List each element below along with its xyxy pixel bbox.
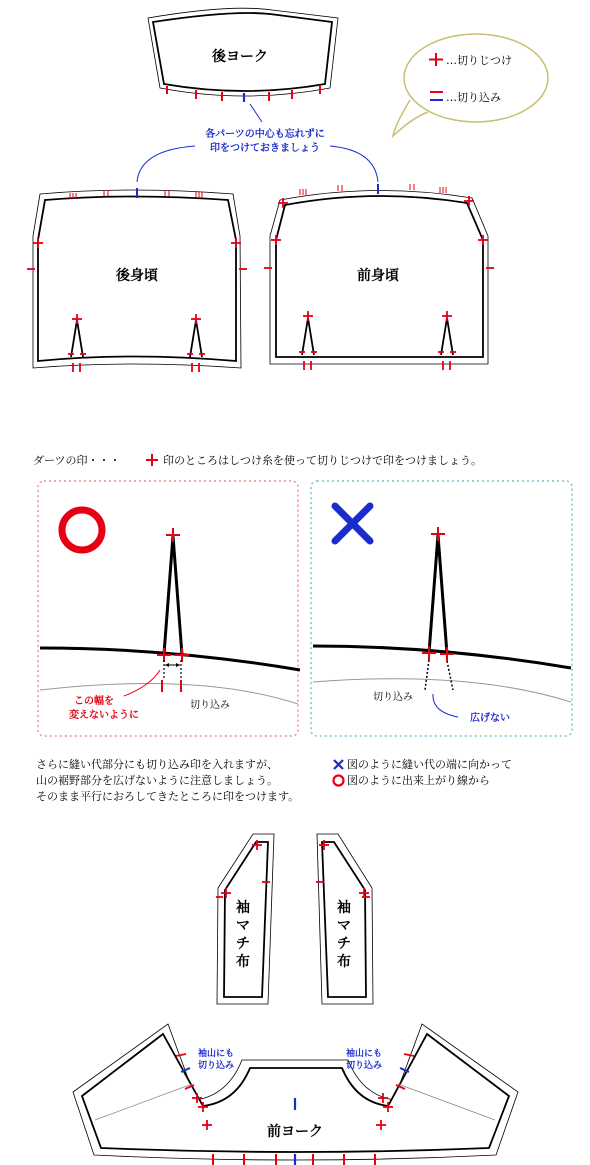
callout-leader-back bbox=[137, 146, 195, 182]
dart-intro-prefix: ダーツの印・・・ bbox=[33, 454, 121, 467]
dart-intro-suffix: 印のところはしつけ糸を使って切りじつけで印をつけましょう。 bbox=[163, 454, 482, 467]
back-body-piece bbox=[27, 188, 247, 372]
gusset-right-char-4: 布 bbox=[337, 954, 351, 970]
gusset-left-char-3: チ bbox=[236, 936, 250, 952]
good-example-panel bbox=[38, 481, 300, 736]
note-bad-text: 図のように縫い代の端に向かって bbox=[347, 758, 512, 771]
gusset-right-char-1: 袖 bbox=[337, 900, 351, 916]
legend-notch-label: …切り込み bbox=[446, 91, 501, 104]
gusset-right-char-3: チ bbox=[337, 936, 351, 952]
dart-notes bbox=[36, 757, 512, 803]
note-good-text: 図のように出来上がり線から bbox=[347, 774, 490, 787]
section-pattern-pieces bbox=[27, 8, 548, 372]
back-yoke-piece bbox=[148, 8, 338, 102]
legend-bubble bbox=[393, 34, 548, 136]
callout-leader-front bbox=[330, 146, 378, 182]
gusset-right-char-2: マ bbox=[337, 918, 351, 934]
note-good-circle-icon bbox=[334, 776, 344, 786]
note-left-line1: さらに縫い代部分にも切り込み印を入れますが、 bbox=[36, 758, 278, 771]
note-left-line2: 山の裾野部分を広げないように注意しましょう。 bbox=[36, 774, 278, 787]
good-label-line2: 変えないように bbox=[69, 710, 139, 721]
callout-leader-yoke bbox=[250, 104, 262, 122]
sleeve-note-left-line1: 袖山にも bbox=[197, 1049, 235, 1059]
callout-line1: 各パーツの中心も忘れずに bbox=[205, 129, 325, 140]
front-yoke-label: 前ヨーク bbox=[267, 1124, 323, 1140]
note-bad-cross-icon bbox=[334, 760, 343, 769]
gusset-left-char-4: 布 bbox=[236, 954, 250, 970]
bad-label: 広げない bbox=[470, 713, 510, 724]
legend-bubble-outline bbox=[404, 34, 548, 122]
center-mark-callout bbox=[137, 104, 378, 182]
good-notch-label: 切り込み bbox=[190, 700, 230, 711]
legend-tack-label: …切りじつけ bbox=[446, 54, 512, 67]
callout-line2: 印をつけておきましょう bbox=[210, 143, 320, 154]
front-body-piece bbox=[264, 184, 494, 370]
section-gussets-and-front-yoke bbox=[73, 834, 518, 1165]
sleeve-note-right-line1: 袖山にも bbox=[345, 1049, 383, 1059]
back-body-label: 後身頃 bbox=[116, 268, 158, 284]
sleeve-note-left-line2: 切り込み bbox=[197, 1061, 235, 1071]
note-left-line3: そのまま平行におろしてきたところに印をつけます。 bbox=[36, 790, 300, 803]
bad-notch-label: 切り込み bbox=[373, 692, 413, 703]
gusset-left-char-1: 袖 bbox=[236, 900, 250, 916]
front-yoke-piece bbox=[73, 1024, 518, 1165]
good-label-line1: この幅を bbox=[74, 696, 114, 707]
sleeve-note-right-line2: 切り込み bbox=[345, 1061, 383, 1071]
bad-example-panel bbox=[311, 481, 572, 736]
gusset-left-piece bbox=[216, 834, 274, 1004]
front-body-label: 前身頃 bbox=[357, 268, 399, 284]
section-dart-marking bbox=[33, 453, 572, 803]
gusset-right-piece bbox=[316, 834, 373, 1004]
back-yoke-label: 後ヨーク bbox=[212, 49, 268, 65]
gusset-left-char-2: マ bbox=[236, 918, 250, 934]
